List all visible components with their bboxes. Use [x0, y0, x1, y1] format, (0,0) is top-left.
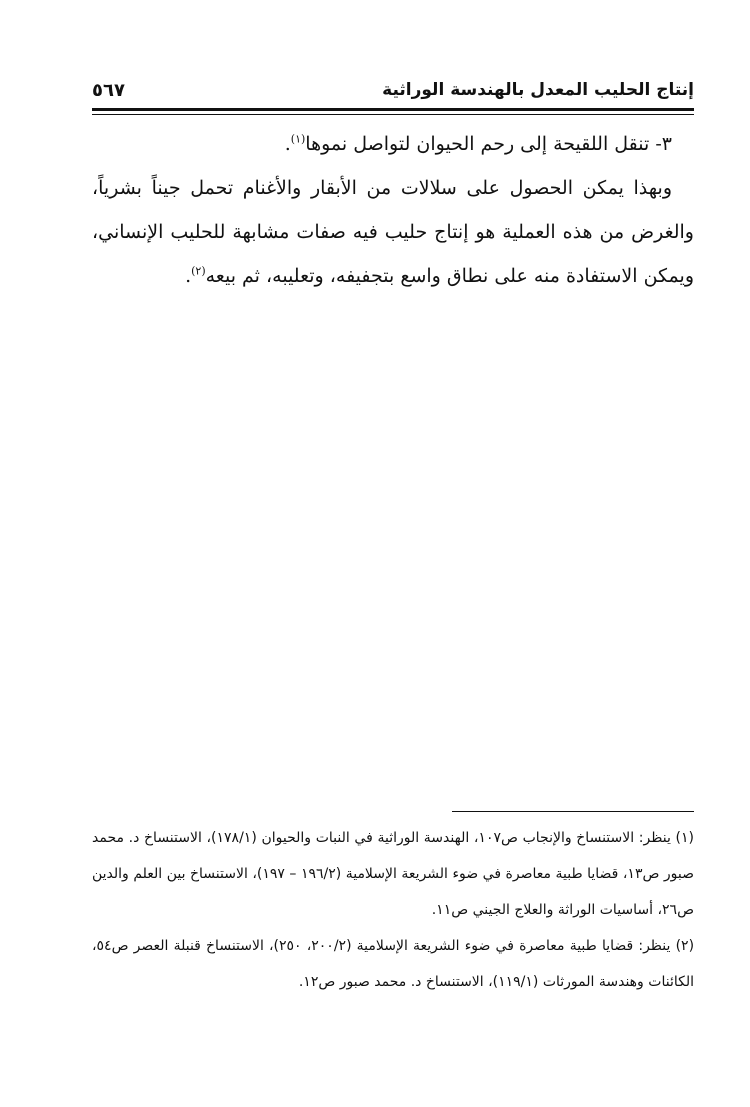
list-item-3-end: .: [284, 133, 291, 155]
running-title: إنتاج الحليب المعدل بالهندسة الوراثية: [382, 80, 694, 100]
header-rule-thick: [92, 108, 694, 111]
footnote-2: (٢) ينظر: قضايا طبية معاصرة في ضوء الشريعة الإسلامية (٢٠٠/٢، ٢٥٠)، الاستنساخ قنبلة العصر ص٥٤، الكائنات وهندسة المورثات (١١٩/١)، الاستنساخ د. محمد صبور ص١٢.: [92, 938, 695, 990]
paragraph-text: وبهذا يمكن الحصول على سلالات من الأبقار والأغنام تحمل جيناً بشرياً، والغرض من هذه العملية هو إنتاج حليب فيه صفات مشابهة للحليب الإنساني، ويمكن الاستفادة منه على نطاق واسع بتجفيفه، وتعليبه، ثم بيعه: [92, 177, 694, 287]
footnote-ref-1[interactable]: (١): [290, 132, 306, 146]
page-number: ٥٦٧: [92, 80, 125, 101]
footnote-ref-2[interactable]: (٢): [191, 264, 206, 278]
list-item-3-text: ٣- تنقل اللقيحة إلى رحم الحيوان لتواصل نموها: [305, 133, 672, 155]
list-item-3: [92, 122, 694, 166]
footnotes: [92, 820, 694, 1000]
running-header: [92, 76, 694, 106]
paragraph-end: .: [185, 265, 192, 287]
main-text: [92, 122, 694, 298]
header-rule-thin: [92, 114, 694, 115]
paragraph: [92, 166, 694, 298]
footnote-1: (١) ينظر: الاستنساخ والإنجاب ص١٠٧، الهندسة الوراثية في النبات والحيوان (١٧٨/١)، الاستنساخ د. محمد صبور ص١٣، قضايا طبية معاصرة في ضوء الشريعة الإسلامية (١٩٦/٢ – ١٩٧)، الاستنساخ بين العلم والدين ص٢٦، أساسيات الوراثة والعلاج الجيني ص١١.: [92, 830, 695, 918]
footnote-separator: [452, 811, 694, 812]
